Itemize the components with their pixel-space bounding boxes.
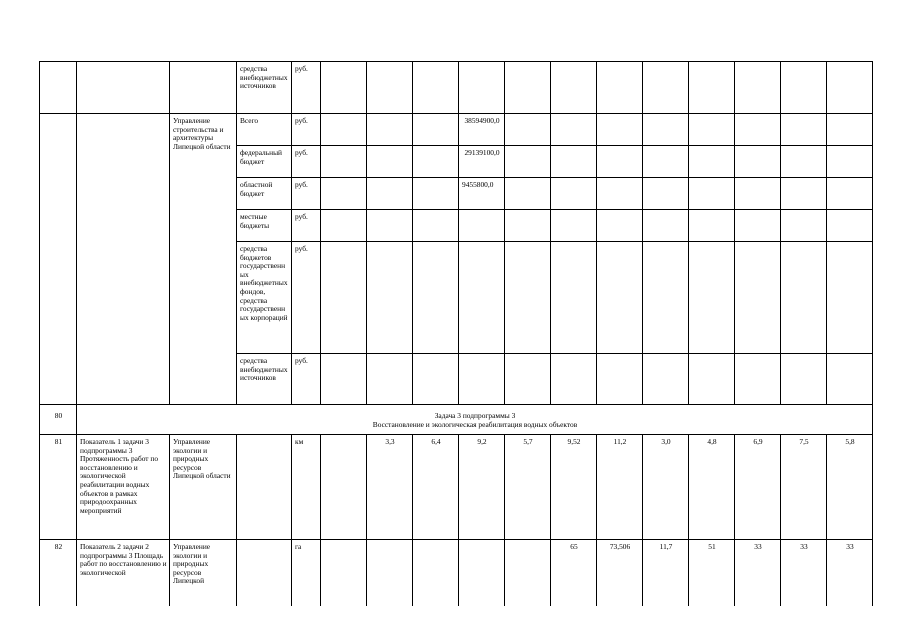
value-cell	[597, 242, 643, 354]
value-cell	[367, 114, 413, 146]
value-cell	[827, 114, 873, 146]
department-cell: Управление экологии и природных ресурсов Липецкой	[170, 540, 237, 620]
value-cell	[827, 210, 873, 242]
value-cell: 51	[689, 540, 735, 620]
value-cell	[413, 354, 459, 405]
value-cell: 11,7	[643, 540, 689, 620]
value-cell	[735, 210, 781, 242]
value-cell	[689, 210, 735, 242]
value-cell	[689, 146, 735, 178]
funding-source-cell: местные бюджеты	[237, 210, 292, 242]
value-cell: 33	[827, 540, 873, 620]
value-cell	[367, 210, 413, 242]
row-number-cell: 81	[40, 435, 77, 540]
value-cell	[781, 354, 827, 405]
value-cell	[413, 146, 459, 178]
value-cell	[459, 62, 505, 114]
value-cell	[827, 354, 873, 405]
value-cell	[505, 242, 551, 354]
value-cell	[689, 178, 735, 210]
indicator-cell: Показатель 2 задачи 2 подпрограммы 3 Площадь работ по восстановлению и экологической	[77, 540, 170, 620]
value-cell	[781, 114, 827, 146]
value-cell	[689, 62, 735, 114]
value-cell	[643, 146, 689, 178]
value-cell	[735, 354, 781, 405]
value-cell: 29139100,0	[459, 146, 505, 178]
funding-source-cell: Всего	[237, 114, 292, 146]
value-cell	[597, 178, 643, 210]
value-cell	[689, 114, 735, 146]
row-number-cell	[40, 114, 77, 405]
value-cell	[505, 210, 551, 242]
unit-cell: руб.	[292, 178, 321, 210]
value-cell	[643, 178, 689, 210]
table-row	[40, 62, 873, 114]
value-cell	[827, 242, 873, 354]
value-cell	[597, 114, 643, 146]
table-row	[40, 114, 873, 146]
value-cell	[781, 62, 827, 114]
unit-cell: га	[292, 540, 321, 620]
indicator-cell	[77, 114, 170, 405]
unit-cell: руб.	[292, 146, 321, 178]
value-cell	[689, 242, 735, 354]
value-cell: 3,0	[643, 435, 689, 540]
value-cell	[413, 114, 459, 146]
value-cell: 6,9	[735, 435, 781, 540]
value-cell	[689, 354, 735, 405]
funding-source-cell: федеральный бюджет	[237, 146, 292, 178]
value-cell	[643, 210, 689, 242]
value-cell	[643, 242, 689, 354]
value-cell	[321, 178, 367, 210]
value-cell	[781, 242, 827, 354]
value-cell	[551, 62, 597, 114]
table-row	[40, 405, 873, 435]
value-cell	[413, 62, 459, 114]
value-cell	[367, 242, 413, 354]
value-cell	[781, 210, 827, 242]
value-cell: 5,8	[827, 435, 873, 540]
unit-cell: руб.	[292, 242, 321, 354]
value-cell: 38594900,0	[459, 114, 505, 146]
value-cell	[459, 242, 505, 354]
value-cell	[643, 114, 689, 146]
value-cell	[505, 178, 551, 210]
value-cell	[459, 210, 505, 242]
value-cell	[827, 62, 873, 114]
value-cell: 65	[551, 540, 597, 620]
value-cell: 9,52	[551, 435, 597, 540]
financing-table	[39, 61, 873, 620]
value-cell: 5,7	[505, 435, 551, 540]
indicator-cell	[77, 62, 170, 114]
task-subtitle: Восстановление и экологическая реабилитация водных объектов	[372, 419, 578, 429]
value-cell	[321, 354, 367, 405]
department-cell: Управление экологии и природных ресурсов Липецкой области	[170, 435, 237, 540]
value-cell	[551, 114, 597, 146]
department-cell: Управление строительства и архитектуры Липецкой области	[170, 114, 237, 405]
value-cell: 4,8	[689, 435, 735, 540]
value-cell	[643, 354, 689, 405]
value-cell	[781, 146, 827, 178]
value-cell	[551, 354, 597, 405]
value-cell	[459, 354, 505, 405]
value-cell	[551, 178, 597, 210]
value-cell: 3,3	[367, 435, 413, 540]
value-cell: 33	[781, 540, 827, 620]
value-cell	[413, 178, 459, 210]
value-cell	[735, 242, 781, 354]
value-cell	[321, 210, 367, 242]
department-cell	[170, 62, 237, 114]
value-cell	[551, 146, 597, 178]
value-cell	[321, 114, 367, 146]
value-cell	[367, 62, 413, 114]
row-number-cell: 80	[40, 405, 77, 435]
value-cell	[827, 146, 873, 178]
value-cell	[321, 62, 367, 114]
value-cell	[643, 62, 689, 114]
value-cell	[505, 146, 551, 178]
value-cell	[551, 210, 597, 242]
value-cell	[505, 354, 551, 405]
value-cell	[597, 210, 643, 242]
value-cell	[735, 114, 781, 146]
value-cell	[367, 354, 413, 405]
value-cell: 33	[735, 540, 781, 620]
page-bottom-margin	[0, 606, 905, 640]
unit-cell: руб.	[292, 62, 321, 114]
unit-cell: км	[292, 435, 321, 540]
funding-source-cell: средства внебюджетных источников	[237, 354, 292, 405]
task-title: Задача 3 подпрограммы 3	[434, 411, 516, 420]
value-cell: 73,506	[597, 540, 643, 620]
row-number-cell	[40, 62, 77, 114]
funding-source-cell: областной бюджет	[237, 178, 292, 210]
value-cell: 11,2	[597, 435, 643, 540]
funding-source-cell: средства внебюджетных источников	[237, 62, 292, 114]
unit-cell: руб.	[292, 210, 321, 242]
unit-cell: руб.	[292, 354, 321, 405]
task-header-cell	[77, 405, 873, 435]
value-cell	[321, 435, 367, 540]
value-cell	[597, 146, 643, 178]
value-cell	[735, 178, 781, 210]
value-cell	[321, 242, 367, 354]
funding-source-cell: средства бюджетов государственных внебюджетных фондов, средства государственных корпораций	[237, 242, 292, 354]
value-cell	[505, 114, 551, 146]
value-cell	[321, 146, 367, 178]
value-cell: 9455800,0	[459, 178, 505, 210]
value-cell	[597, 354, 643, 405]
value-cell: 9,2	[459, 435, 505, 540]
value-cell	[551, 242, 597, 354]
funding-source-cell	[237, 435, 292, 540]
value-cell	[781, 178, 827, 210]
value-cell	[367, 178, 413, 210]
value-cell	[413, 242, 459, 354]
value-cell	[505, 62, 551, 114]
value-cell	[735, 62, 781, 114]
table-row	[40, 435, 873, 540]
row-number-cell: 82	[40, 540, 77, 620]
value-cell	[827, 178, 873, 210]
value-cell	[735, 146, 781, 178]
value-cell	[367, 146, 413, 178]
value-cell: 6,4	[413, 435, 459, 540]
value-cell: 7,5	[781, 435, 827, 540]
unit-cell: руб.	[292, 114, 321, 146]
value-cell	[597, 62, 643, 114]
indicator-cell: Показатель 1 задачи 3 подпрограммы 3 Протяженность работ по восстановлению и экологической реабилитации водных объектов в рамках природоохранных мероприятий	[77, 435, 170, 540]
value-cell	[413, 210, 459, 242]
